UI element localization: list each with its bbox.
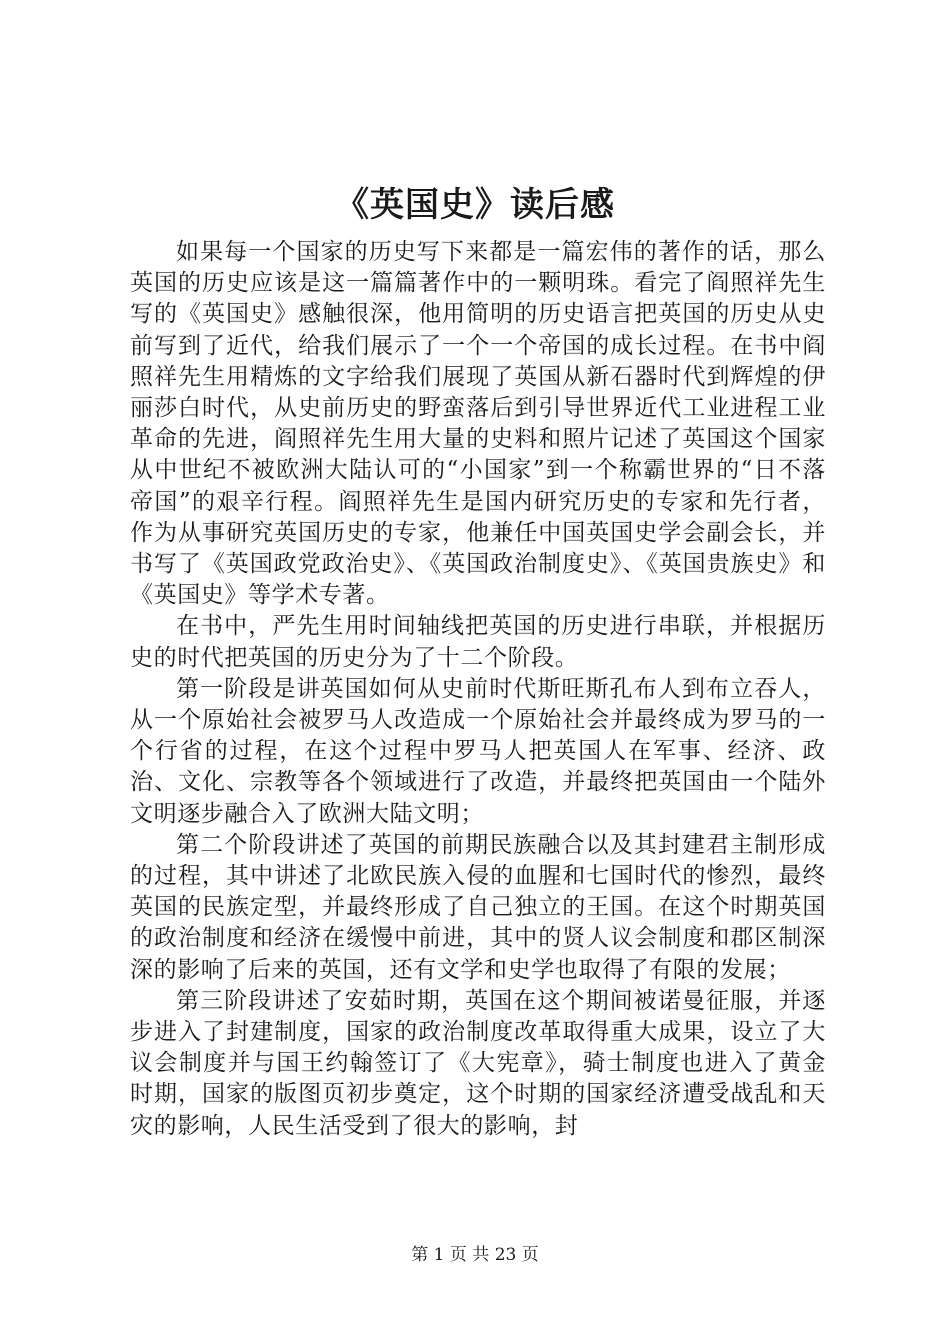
paragraph: 在书中，严先生用时间轴线把英国的历史进行串联，并根据历史的时代把英国的历史分为了十二个阶段。 [130,613,826,671]
paragraph: 如果每一个国家的历史写下来都是一篇宏伟的著作的话，那么英国的历史应该是这一篇篇著作中的一颗明珠。看完了阎照祥先生写的《英国史》感触很深，他用简明的历史语言把英国的历史从史前写到了近代，给我们展示了一个一个帝国的成长过程。在书中阎照祥先生用精炼的文字给我们展现了英国从新石器时代到辉煌的伊丽莎白时代，从史前历史的野蛮落后到引导世界近代工业进程工业革命的先进，阎照祥先生用大量的史料和照片记述了英国这个国家从中世纪不被欧洲大陆认可的“小国家”到一个称霸世界的“日不落帝国”的艰辛行程。阎照祥先生是国内研究历史的专家和先行者，作为从事研究英国历史的专家，他兼任中国英国史学会副会长，并书写了《英国政党政治史》、《英国政治制度史》、《英国贵族史》和《英国史》等学术专著。 [130,239,826,609]
page-footer: 第 1 页 共 23 页 [411,1245,539,1265]
paragraph: 第二个阶段讲述了英国的前期民族融合以及其封建君主制形成的过程，其中讲述了北欧民族入侵的血腥和七国时代的惨烈，最终英国的民族定型，并最终形成了自己独立的王国。在这个时期英国的政治制度和经济在缓慢中前进，其中的贤人议会制度和郡区制深深的影响了后来的英国，还有文学和史学也取得了有限的发展； [130,831,826,983]
document-body [130,237,826,1142]
paragraph: 第一阶段是讲英国如何从史前时代斯旺斯孔布人到布立吞人，从一个原始社会被罗马人改造成一个原始社会并最终成为罗马的一个行省的过程，在这个过程中罗马人把英国人在军事、经济、政治、文化、宗教等各个领域进行了改造，并最终把英国由一个陆外文明逐步融合入了欧洲大陆文明； [130,675,826,827]
paragraph: 第三阶段讲述了安茹时期，英国在这个期间被诺曼征服，并逐步进入了封建制度，国家的政治制度改革取得重大成果，设立了大议会制度并与国王约翰签订了《大宪章》，骑士制度也进入了黄金时期，国家的版图页初步奠定，这个时期的国家经济遭受战乱和天灾的影响，人民生活受到了很大的影响，封 [130,987,826,1139]
document-title: 《英国史》读后感 [335,185,615,225]
